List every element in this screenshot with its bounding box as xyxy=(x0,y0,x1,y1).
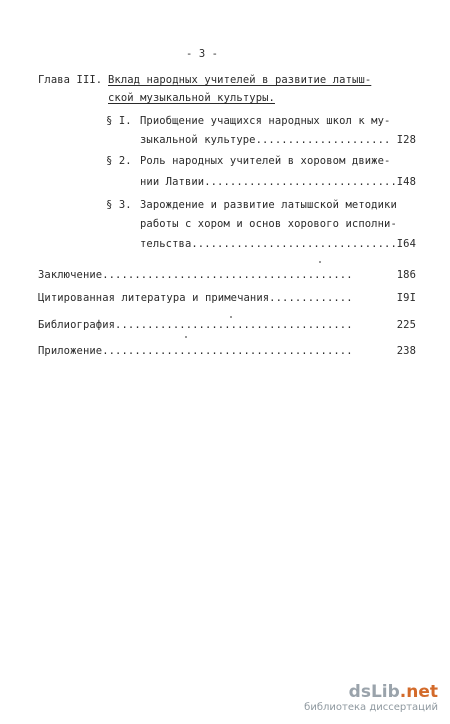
watermark-logo xyxy=(349,682,438,702)
toc-item-1-page: I28 xyxy=(396,134,416,146)
toc-item-1-line2: зыкальной культуре..................... xyxy=(140,134,391,146)
toc-item-3-line2: работы с хором и основ хорового исполни- xyxy=(140,218,397,230)
watermark xyxy=(268,682,438,716)
toc-item-2-line1: Роль народных учителей в хоровом движе- xyxy=(140,155,391,167)
toc-item-2-line2: нии Латвии.............................. xyxy=(140,176,397,188)
chapter-title-line1: Вклад народных учителей в развитие латыш- xyxy=(108,74,372,86)
toc-item-3-page: I64 xyxy=(396,238,416,250)
chapter-label: Глава III. xyxy=(38,74,103,86)
toc-item-3-symbol: § 3. xyxy=(106,199,132,211)
back-matter-appendix-page: 238 xyxy=(396,345,416,357)
back-matter-conclusion: Заключение....................................... xyxy=(38,269,353,281)
watermark-brand-prefix: dsLib xyxy=(348,682,400,702)
page-number: - 3 - xyxy=(186,48,219,60)
toc-item-2-page: I48 xyxy=(396,176,416,188)
toc-item-3-line3: тельства................................ xyxy=(140,238,397,250)
scan-speck xyxy=(185,336,187,338)
toc-item-1-line1: Приобщение учащихся народных школ к му- xyxy=(140,115,391,127)
back-matter-bibliography-page: 225 xyxy=(396,319,416,331)
toc-item-1-symbol: § I. xyxy=(106,115,132,127)
chapter-title-line2: ской музыкальной культуры. xyxy=(108,92,275,104)
back-matter-appendix: Приложение....................................... xyxy=(38,345,353,357)
back-matter-cited-literature-page: I9I xyxy=(396,292,416,304)
back-matter-conclusion-page: 186 xyxy=(396,269,416,281)
watermark-brand-suffix: .net xyxy=(399,682,438,702)
toc-item-2-symbol: § 2. xyxy=(106,155,132,167)
scan-speck xyxy=(230,316,232,318)
toc-item-3-line1: Зарождение и развитие латышской методики xyxy=(140,199,397,211)
back-matter-cited-literature: Цитированная литература и примечания............. xyxy=(38,292,353,304)
back-matter-bibliography: Библиография..................................... xyxy=(38,319,353,331)
scan-speck xyxy=(319,261,321,263)
watermark-subtitle: библиотека диссертаций xyxy=(304,702,438,713)
